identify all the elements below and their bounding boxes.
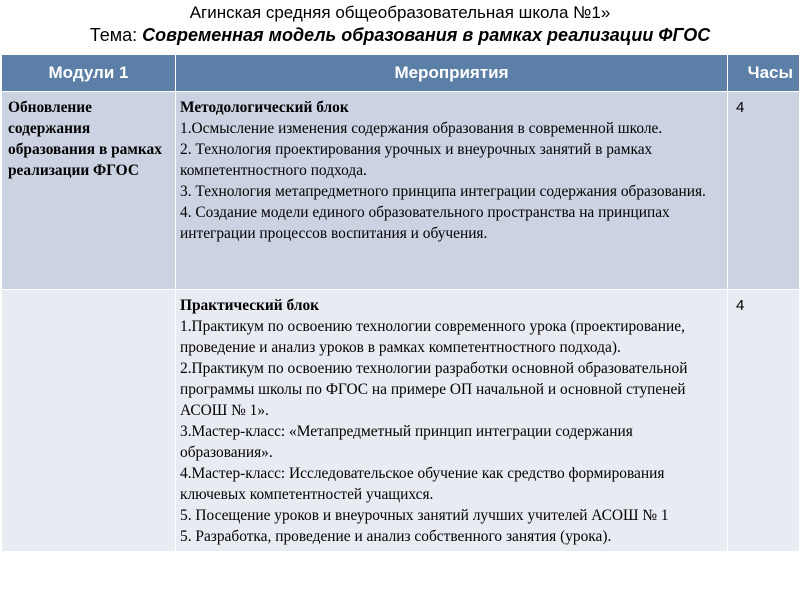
column-header-hours: Часы (728, 55, 800, 92)
hours-cell: 4 (728, 290, 800, 552)
module-cell (2, 290, 176, 552)
event-item: 4.Мастер-класс: Исследовательское обучение как средство формирования ключевых компетентностей учащихся. (180, 465, 665, 503)
slide-header (0, 0, 800, 46)
event-item: 3. Технология метапредметного принципа интеграции содержания образования. (180, 183, 706, 200)
table-row (2, 290, 800, 552)
block-title: Методологический блок (180, 99, 349, 116)
event-item: 2. Технология проектирования урочных и внеурочных занятий в рамках компетентностного подхода. (180, 141, 653, 179)
event-item: 3.Мастер-класс: «Метапредметный принцип интеграции содержания образования». (180, 423, 633, 461)
block-title: Практический блок (180, 297, 320, 314)
topic-line (0, 24, 800, 46)
column-header-modules: Модули 1 (2, 55, 176, 92)
modules-table (1, 54, 800, 552)
table-row (2, 92, 800, 290)
column-header-events: Мероприятия (176, 55, 728, 92)
event-item: 2.Практикум по освоению технологии разработки основной образовательной программы школы по ФГОС на примере ОП начальной и основной ступеней АСОШ № 1». (180, 360, 688, 419)
event-item: 4. Создание модели единого образовательного пространства на принципах интеграции процессов воспитания и обучения. (180, 204, 670, 242)
event-item: 1.Осмысление изменения содержания образования в современной школе. (180, 120, 663, 137)
event-item: 5. Посещение уроков и внеурочных занятий лучших учителей АСОШ № 1 (180, 507, 669, 524)
event-item: 5. Разработка, проведение и анализ собственного занятия (урока). (180, 528, 612, 545)
events-cell (176, 290, 728, 552)
school-name: Агинская средняя общеобразовательная школа №1» (189, 3, 611, 22)
topic-label: Тема: (89, 25, 143, 45)
events-cell (176, 92, 728, 290)
hours-cell: 4 (728, 92, 800, 290)
topic-value: Современная модель образования в рамках реализации ФГОС (142, 25, 711, 45)
table-header-row (2, 55, 800, 92)
module-cell: Обновление содержания образования в рамках реализации ФГОС (2, 92, 176, 290)
event-item: 1.Практикум по освоению технологии современного урока (проектирование, проведение и анализ уроков в рамках компетентностного подхода). (180, 318, 685, 356)
